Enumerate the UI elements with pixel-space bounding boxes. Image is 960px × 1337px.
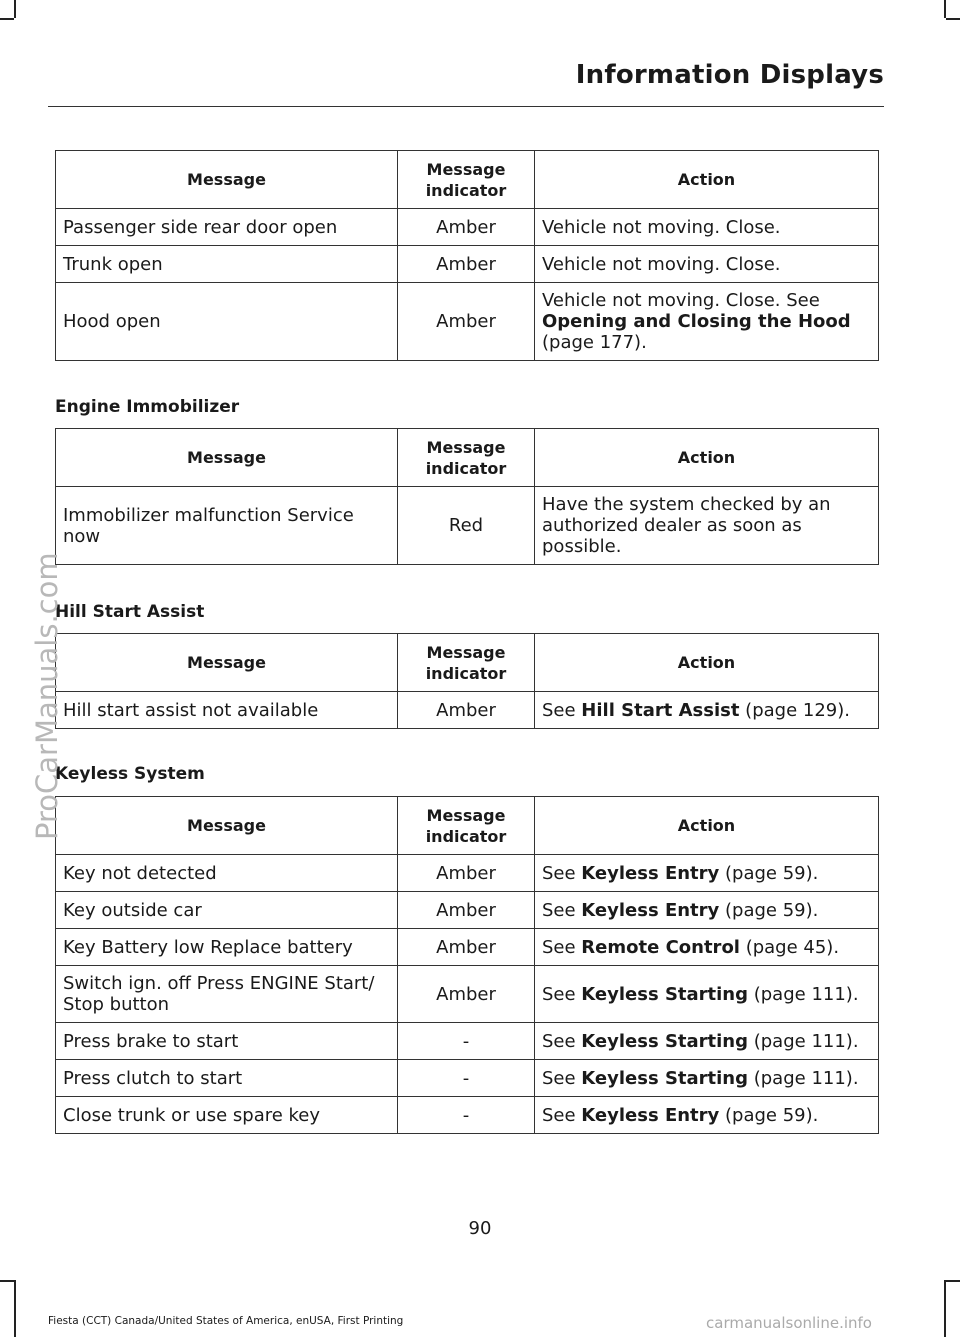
action-text: (page 59). — [719, 899, 819, 921]
message-cell: Key outside car — [56, 892, 398, 929]
page-reference-link[interactable]: Hill Start Assist — [581, 699, 740, 721]
page-number: 90 — [468, 1218, 492, 1239]
indicator-cell: - — [398, 1060, 535, 1097]
watermark — [26, 500, 66, 840]
indicator-cell: Amber — [398, 855, 535, 892]
message-cell: Hood open — [56, 283, 398, 361]
header-message: Message — [56, 429, 398, 487]
table-header-row — [56, 151, 879, 209]
message-table-engine-immobilizer — [55, 428, 879, 565]
message-table-hill-start-assist — [55, 633, 879, 729]
table-row — [56, 487, 879, 565]
table-header-row — [56, 634, 879, 692]
section-title-engine-immobilizer: Engine Immobilizer — [55, 397, 240, 417]
header-action: Action — [535, 429, 879, 487]
footer-edition-text: Fiesta (CCT) Canada/United States of America, enUSA, First Printing — [48, 1315, 404, 1327]
title-rule — [48, 106, 884, 107]
indicator-cell: - — [398, 1023, 535, 1060]
page-reference-link[interactable]: Opening and Closing the Hood — [542, 311, 851, 332]
table-row — [56, 246, 879, 283]
table-row — [56, 1060, 879, 1097]
action-text: (page 59). — [719, 862, 819, 884]
action-text: See — [542, 1104, 582, 1126]
table-row — [56, 892, 879, 929]
crop-mark — [0, 1280, 14, 1282]
indicator-cell: Amber — [398, 246, 535, 283]
message-cell: Press clutch to start — [56, 1060, 398, 1097]
action-cell: Have the system checked by an authorized dealer as soon as possible. — [535, 487, 879, 565]
page-reference-link[interactable]: Keyless Starting — [581, 983, 749, 1005]
action-text: (page 111). — [748, 1067, 859, 1089]
action-text: Vehicle not moving. Close. See — [542, 290, 820, 311]
action-cell — [535, 283, 879, 361]
table-row — [56, 209, 879, 246]
crop-mark — [946, 18, 960, 20]
message-cell: Key Battery low Replace battery — [56, 929, 398, 966]
header-indicator: Message indicator — [398, 429, 535, 487]
header-message: Message — [56, 151, 398, 209]
header-indicator: Message indicator — [398, 151, 535, 209]
indicator-cell: Amber — [398, 966, 535, 1023]
page-reference-link[interactable]: Keyless Entry — [581, 899, 720, 921]
message-cell: Close trunk or use spare key — [56, 1097, 398, 1134]
watermark-text: ProCarManuals.com — [30, 552, 64, 840]
action-text: See — [542, 983, 582, 1005]
table-row — [56, 929, 879, 966]
table-row — [56, 1097, 879, 1134]
action-cell — [535, 1060, 879, 1097]
action-cell: Vehicle not moving. Close. — [535, 246, 879, 283]
message-cell: Passenger side rear door open — [56, 209, 398, 246]
page-reference-link[interactable]: Keyless Starting — [581, 1030, 749, 1052]
header-action: Action — [535, 634, 879, 692]
message-cell: Press brake to start — [56, 1023, 398, 1060]
action-text: (page 177). — [542, 332, 647, 353]
message-table-doors — [55, 150, 879, 361]
action-text: (page 129). — [739, 699, 850, 721]
table-row — [56, 692, 879, 729]
header-message: Message — [56, 797, 398, 855]
section-title-hill-start-assist: Hill Start Assist — [55, 602, 205, 622]
action-text: (page 111). — [748, 1030, 859, 1052]
header-action: Action — [535, 797, 879, 855]
header-action: Action — [535, 151, 879, 209]
indicator-cell: Red — [398, 487, 535, 565]
page-reference-link[interactable]: Keyless Entry — [581, 862, 720, 884]
table-row — [56, 283, 879, 361]
section-title-keyless-system: Keyless System — [55, 764, 205, 784]
action-text: (page 59). — [719, 1104, 819, 1126]
message-cell: Hill start assist not available — [56, 692, 398, 729]
action-text: See — [542, 936, 582, 958]
action-cell — [535, 892, 879, 929]
action-text: See — [542, 699, 582, 721]
action-text: See — [542, 1067, 582, 1089]
table-header-row — [56, 429, 879, 487]
action-text: See — [542, 862, 582, 884]
crop-mark — [944, 1280, 946, 1337]
action-cell — [535, 1023, 879, 1060]
table-row — [56, 1023, 879, 1060]
indicator-cell: Amber — [398, 692, 535, 729]
crop-mark — [14, 1280, 16, 1337]
action-text: See — [542, 899, 582, 921]
message-cell: Key not detected — [56, 855, 398, 892]
page-reference-link[interactable]: Keyless Entry — [581, 1104, 720, 1126]
message-cell: Switch ign. off Press ENGINE Start/ Stop button — [56, 966, 398, 1023]
action-text: (page 45). — [739, 936, 840, 958]
table-header-row — [56, 797, 879, 855]
action-text: (page 111). — [748, 983, 859, 1005]
indicator-cell: - — [398, 1097, 535, 1134]
crop-mark — [944, 0, 946, 18]
page-reference-link[interactable]: Keyless Starting — [581, 1067, 749, 1089]
indicator-cell: Amber — [398, 209, 535, 246]
action-cell — [535, 929, 879, 966]
header-indicator: Message indicator — [398, 797, 535, 855]
indicator-cell: Amber — [398, 929, 535, 966]
crop-mark — [946, 1280, 960, 1282]
message-table-keyless-system — [55, 796, 879, 1134]
header-message: Message — [56, 634, 398, 692]
table-row — [56, 966, 879, 1023]
crop-mark — [0, 18, 14, 20]
page-title: Information Displays — [575, 60, 884, 90]
header-indicator: Message indicator — [398, 634, 535, 692]
table-row — [56, 855, 879, 892]
action-cell — [535, 855, 879, 892]
action-text: See — [542, 1030, 582, 1052]
page-reference-link[interactable]: Remote Control — [581, 936, 740, 958]
crop-mark — [14, 0, 16, 18]
action-cell: Vehicle not moving. Close. — [535, 209, 879, 246]
action-cell — [535, 966, 879, 1023]
message-cell: Immobilizer malfunction Service now — [56, 487, 398, 565]
footer-site-watermark: carmanualsonline.info — [706, 1314, 872, 1332]
action-cell — [535, 1097, 879, 1134]
message-cell: Trunk open — [56, 246, 398, 283]
indicator-cell: Amber — [398, 283, 535, 361]
action-cell — [535, 692, 879, 729]
indicator-cell: Amber — [398, 892, 535, 929]
